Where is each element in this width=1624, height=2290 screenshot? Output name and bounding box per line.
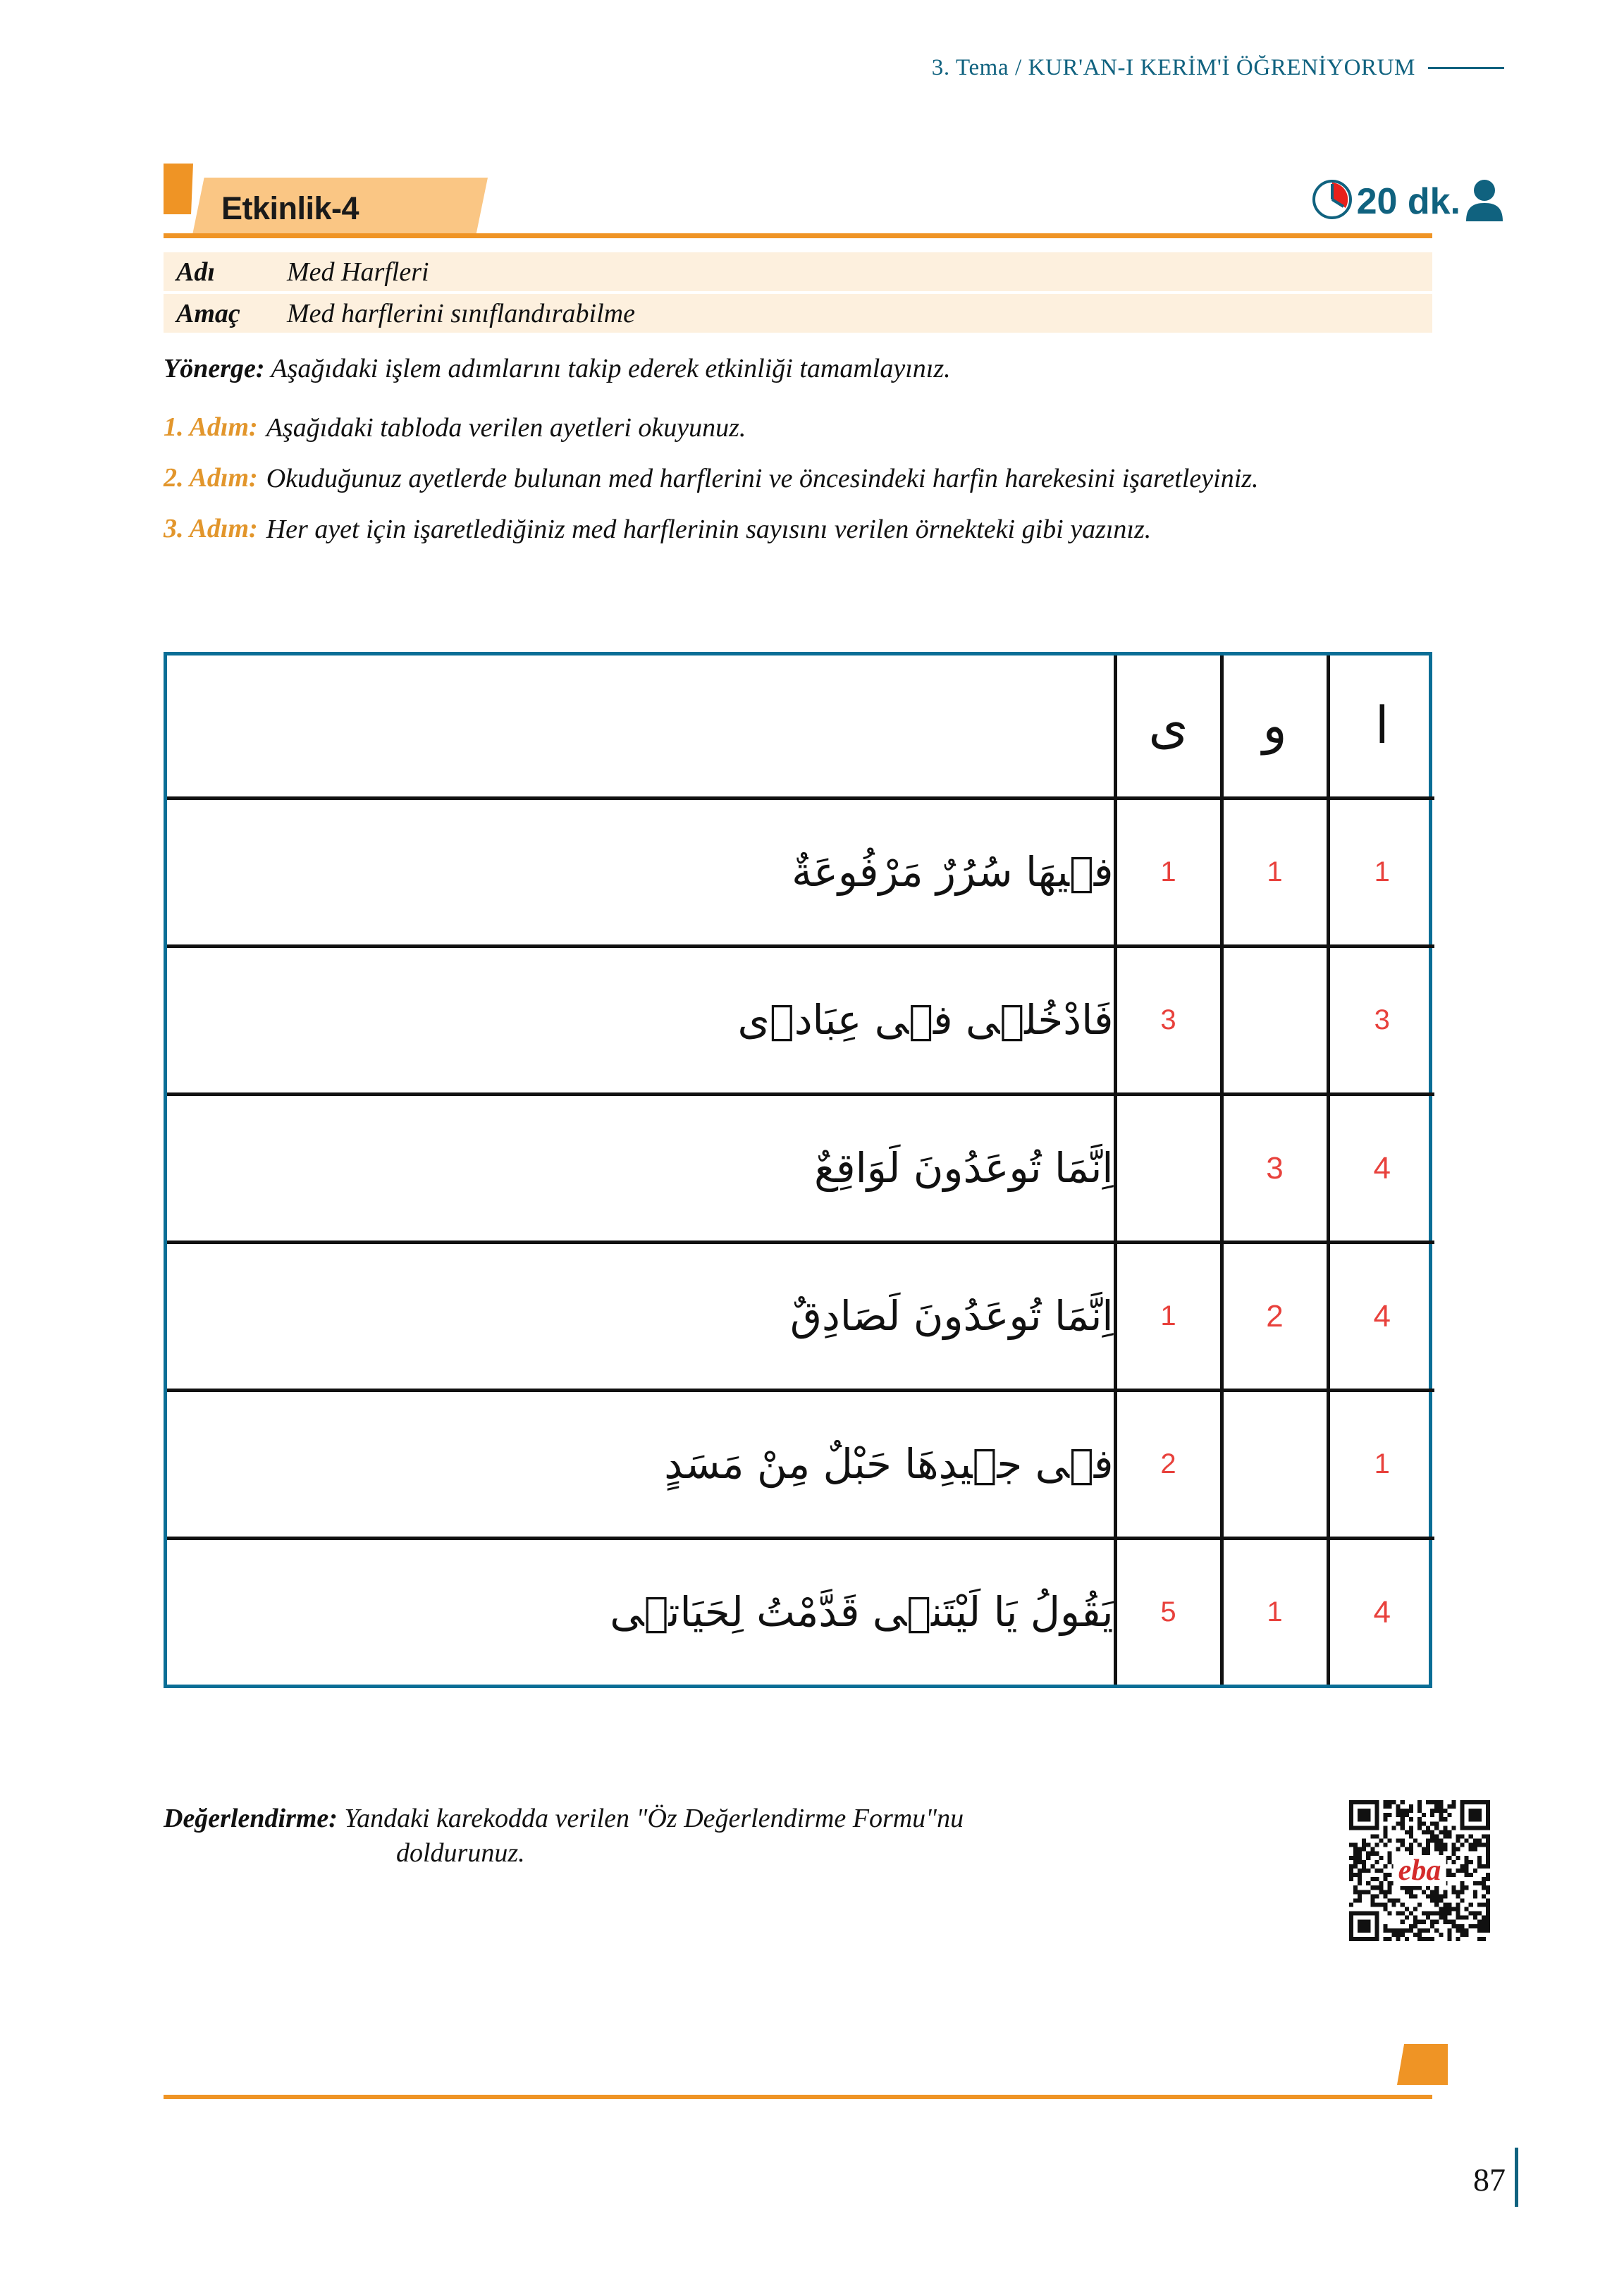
verse-text: فٖى جٖيدِهَا حَبْلٌ مِنْ مَسَدٍ (167, 1391, 1115, 1539)
count-ya[interactable]: 2 (1115, 1391, 1222, 1539)
directive-text: Aşağıdaki işlem adımlarını takip ederek etkinliği tamamlayınız. (271, 354, 951, 383)
count-waw[interactable] (1222, 1391, 1328, 1539)
count-waw[interactable]: 1 (1222, 799, 1328, 947)
page-header (932, 55, 1504, 81)
instructions-block (164, 352, 1439, 565)
header-cell-alif: ا (1328, 655, 1434, 799)
footer-rule (164, 2095, 1432, 2099)
count-alif[interactable]: 4 (1328, 1095, 1434, 1243)
info-purpose-value: Med harflerini sınıflandırabilme (287, 298, 635, 328)
header-cell-waw: و (1222, 655, 1328, 799)
count-alif[interactable]: 1 (1328, 1391, 1434, 1539)
verse-text: فَادْخُلٖى فٖى عِبَادٖى (167, 947, 1115, 1095)
table-row (167, 799, 1434, 947)
page-number: 87 (1473, 2162, 1506, 2198)
count-ya[interactable]: 1 (1115, 799, 1222, 947)
activity-title: Etkinlik-4 (221, 190, 359, 226)
count-alif[interactable]: 1 (1328, 799, 1434, 947)
activity-baseline-rule (164, 233, 1432, 238)
evaluation-block (164, 1802, 1221, 1871)
verse-text: يَقُولُ يَا لَيْتَنٖى قَدَّمْتُ لِحَيَاتٖى (167, 1539, 1115, 1685)
verse-text: اِنَّمَا تُوعَدُونَ لَصَادِقٌ (167, 1243, 1115, 1391)
count-ya[interactable]: 1 (1115, 1243, 1222, 1391)
evaluation-line-1: Yandaki karekodda verilen "Öz Değerlendirme Formu"nu (344, 1804, 964, 1833)
directive-label: Yönerge: (164, 354, 265, 383)
header-cell-verse (167, 655, 1115, 799)
step-2-label: 2. Adım: (164, 462, 258, 493)
count-waw[interactable]: 1 (1222, 1539, 1328, 1685)
info-name-value: Med Harfleri (287, 257, 429, 287)
footer-corner-shape (1397, 2044, 1448, 2085)
duration-badge (1310, 178, 1506, 225)
info-name-label: Adı (176, 257, 215, 287)
count-alif[interactable]: 4 (1373, 1594, 1391, 1630)
verse-table (164, 652, 1432, 1688)
count-alif[interactable]: 3 (1328, 947, 1434, 1095)
activity-tab-block (164, 164, 193, 214)
step-2-text: Okuduğunuz ayetlerde bulunan med harflerini ve öncesindeki harfin harekesini işaretleyiniz. (266, 463, 1259, 493)
header-rule (1428, 67, 1504, 69)
table-header-row (167, 655, 1434, 799)
qr-code[interactable] (1349, 1800, 1490, 1941)
table-row (167, 1243, 1434, 1391)
eba-logo: eba (1394, 1855, 1446, 1886)
count-alif[interactable]: 4 (1328, 1243, 1434, 1391)
evaluation-label: Değerlendirme: (164, 1804, 338, 1833)
header-cell-ya: ى (1115, 655, 1222, 799)
evaluation-line-2: doldurunuz. (396, 1838, 525, 1869)
step-3 (164, 513, 1439, 546)
info-row-purpose (164, 294, 1432, 333)
table-row (167, 1391, 1434, 1539)
info-row-name (164, 252, 1432, 291)
verse-text: فٖيهَا سُرُرٌ مَرْفُوعَةٌ (167, 799, 1115, 947)
person-icon (1463, 178, 1506, 225)
table-row (167, 1095, 1434, 1243)
duration-label: 20 dk. (1356, 180, 1460, 222)
step-3-label: 3. Adım: (164, 514, 258, 544)
count-waw[interactable] (1222, 947, 1328, 1095)
clock-icon (1310, 178, 1354, 225)
step-1-text: Aşağıdaki tabloda verilen ayetleri okuyunuz. (266, 412, 746, 443)
step-2 (164, 462, 1439, 495)
table-row (167, 947, 1434, 1095)
evaluation-text (164, 1802, 1221, 1871)
step-1-label: 1. Adım: (164, 412, 258, 442)
count-waw[interactable]: 3 (1222, 1095, 1328, 1243)
step-1 (164, 412, 1439, 444)
footer-side-bar (1515, 2148, 1518, 2207)
count-ya[interactable] (1115, 1095, 1222, 1243)
count-waw[interactable]: 2 (1222, 1243, 1328, 1391)
table-row (167, 1539, 1434, 1685)
step-3-text: Her ayet için işaretlediğiniz med harflerinin sayısını verilen örnekteki gibi yazınız. (266, 515, 1152, 545)
activity-banner (164, 164, 1432, 238)
directive-line (164, 352, 1439, 386)
info-purpose-label: Amaç (176, 298, 240, 328)
verse-text: اِنَّمَا تُوعَدُونَ لَوَاقِعٌ (167, 1095, 1115, 1243)
count-ya[interactable]: 5 (1115, 1539, 1222, 1685)
breadcrumb: 3. Tema / KUR'AN-I KERİM'İ ÖĞRENİYORUM (931, 55, 1415, 80)
info-table (164, 252, 1432, 333)
count-ya[interactable]: 3 (1115, 947, 1222, 1095)
